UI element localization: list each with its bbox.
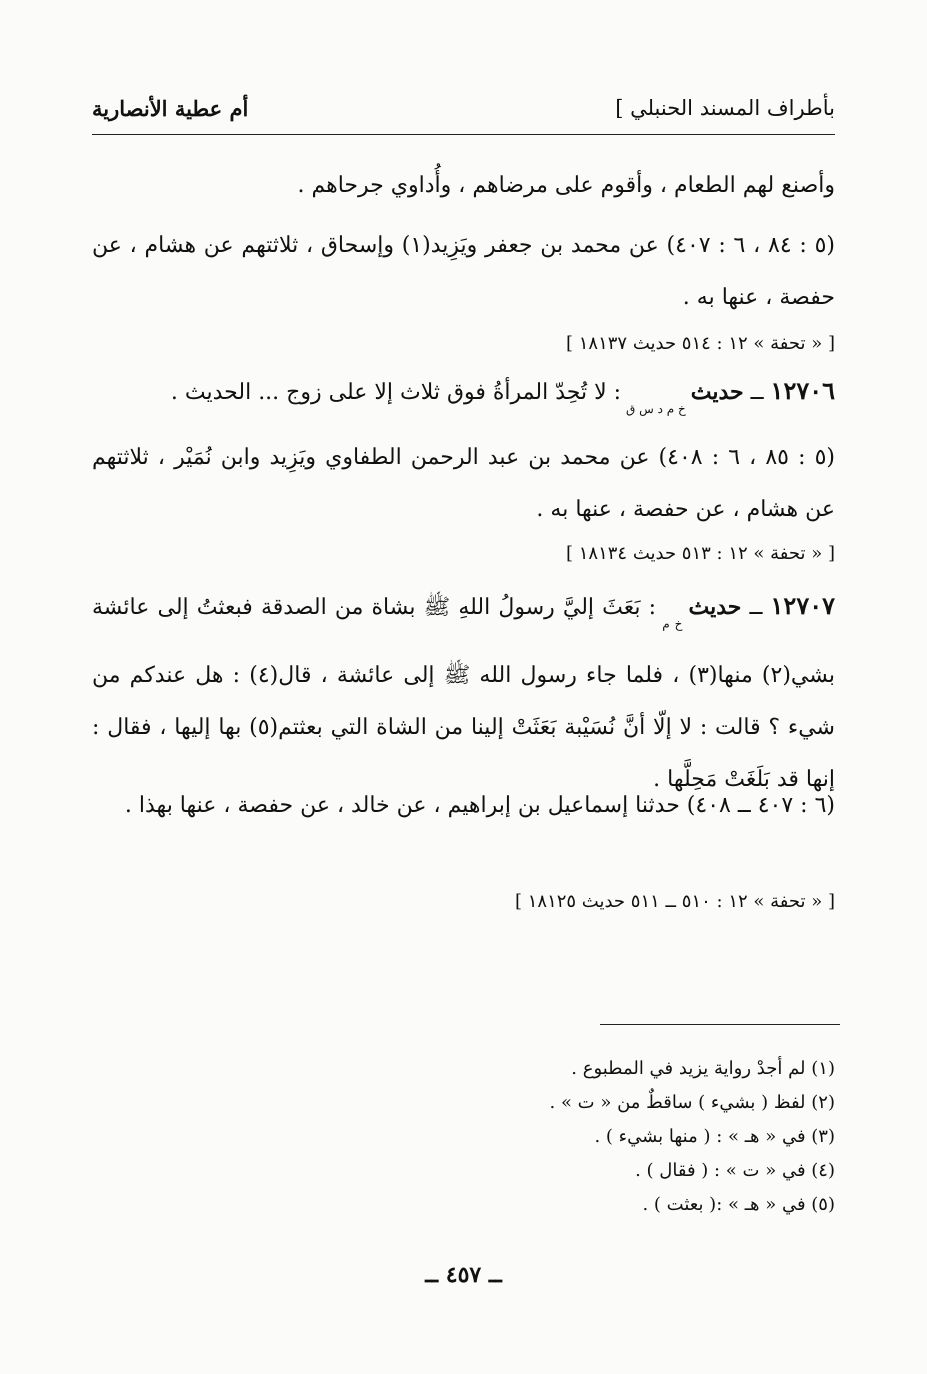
hadith-entry-12706: ١٢٧٠٦ ــ حديث $_{خ م د س ق}$ : لا تُحِدّ المرأةُ فوق ثلاث إلا على زوج ... الحديث . <box>170 376 835 416</box>
tuhfa-reference-1: [ « تحفة » ١٢ : ٥١٤ حديث ١٨١٣٧ ] <box>566 333 835 354</box>
paragraph-isnad-2: (٥ : ٨٥ ، ٦ : ٤٠٨) عن محمد بن عبد الرحمن الطفاوي ويَزِيد وابن نُمَيْر ، ثلاثتهم عن هشام ، عن حفصة ، عنها به . <box>92 445 836 522</box>
footnote: (٤) في « ت » : ( فقال ) . <box>635 1160 835 1181</box>
hadith-label: حديث <box>690 379 744 405</box>
paragraph-continuation: وأصنع لهم الطعام ، وأقوم على مرضاهم ، وأُداوي جرحاهم . <box>297 173 835 198</box>
page-number: ــ ٤٥٧ ــ <box>425 1262 502 1288</box>
header-section-title: أم عطية الأنصارية <box>92 96 249 121</box>
footnote: (٢) لفظ ( بشيء ) ساقطٌ من « ت » . <box>549 1092 835 1113</box>
hadith-text: : لا تُحِدّ المرأةُ فوق ثلاث إلا على زوج ... الحديث . <box>170 380 622 405</box>
running-header <box>92 96 835 128</box>
hadith-entry-12707: ١٢٧٠٧ ــ حديث $_{خ م}$ : بَعَثَ إليَّ رسولُ اللهِ ﷺ بشاة من الصدقة فبعثتُ إلى عائشة بشي(٢) منها(٣) ، فلما جاء رسول الله ﷺ إلى عائشة ، قال(٤) : هل عندكم من شيء ؟ قالت : لا إلّا أنَّ نُسَيْبة بَعَثَتْ إلينا من الشاة التي بعثتم(٥) بها إليها ، فقال : إنها قد بَلَغَتْ مَحِلَّها . <box>92 591 835 792</box>
hadith-label: حديث <box>688 594 742 620</box>
hadith-sigla: خ م د س ق <box>626 402 686 416</box>
footnote: (٣) في « هـ » : ( منها بشيء ) . <box>594 1126 835 1147</box>
tuhfa-reference-2: [ « تحفة » ١٢ : ٥١٣ حديث ١٨١٣٤ ] <box>566 543 835 564</box>
header-book-title: بأطراف المسند الحنبلي ] <box>615 96 835 120</box>
hadith-number: ١٢٧٠٦ <box>770 376 835 405</box>
footnote-rule <box>600 1024 840 1025</box>
paragraph-isnad-3: (٦ : ٤٠٧ ــ ٤٠٨) حدثنا إسماعيل بن إبراهيم ، عن خالد ، عن حفصة ، عنها بهذا . <box>124 793 835 818</box>
paragraph-isnad-1: (٥ : ٨٤ ، ٦ : ٤٠٧) عن محمد بن جعفر ويَزِيد(١) وإسحاق ، ثلاثتهم عن هشام ، عن حفصة ، عنها به . <box>92 233 835 310</box>
tuhfa-reference-3: [ « تحفة » ١٢ : ٥١٠ ــ ٥١١ حديث ١٨١٢٥ ] <box>514 891 835 912</box>
footnote: (٥) في « هـ » :( بعثت ) . <box>642 1194 835 1215</box>
hadith-number: ١٢٧٠٧ <box>770 591 835 620</box>
footnotes <box>235 1052 835 1222</box>
hadith-text: : بَعَثَ إليَّ رسولُ اللهِ ﷺ بشاة من الصدقة فبعثتُ إلى عائشة بشي(٢) منها(٣) ، فلما جاء رسول الله ﷺ إلى عائشة ، قال(٤) : هل عندكم من شيء ؟ قالت : لا إلّا أنَّ نُسَيْبة بَعَثَتْ إلينا من الشاة التي بعثتم(٥) بها إليها ، فقال : إنها قد بَلَغَتْ مَحِلَّها . <box>92 595 835 792</box>
header-rule <box>92 134 835 135</box>
footnote: (١) لم أجدْ رواية يزيد في المطبوع . <box>571 1058 835 1079</box>
hadith-sigla: خ م <box>662 617 683 631</box>
